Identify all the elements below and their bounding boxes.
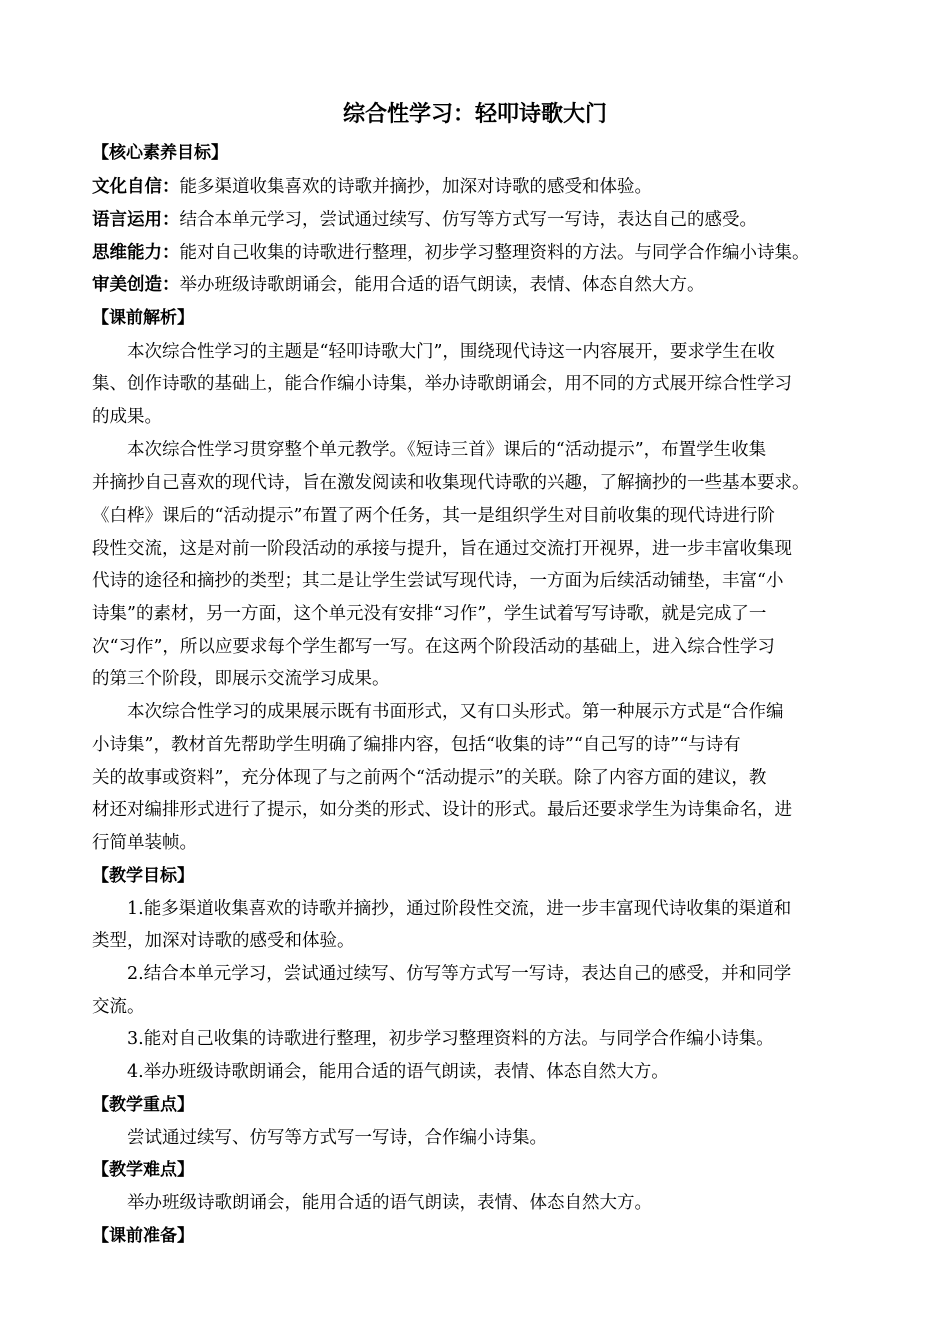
- core-goal-label: 思维能力：: [92, 243, 180, 263]
- analysis-p2-line: 段性交流，这是对前一阶段活动的承接与提升，旨在通过交流打开视界，进一步丰富收集现: [92, 539, 792, 559]
- analysis-p3-line: 关的故事或资料”，充分体现了与之前两个“活动提示”的关联。除了内容方面的建议，教: [92, 768, 767, 788]
- core-goal-culture: [92, 175, 872, 199]
- analysis-p2-line: 本次综合性学习贯穿整个单元教学。《短诗三首》课后的“活动提示”，布置学生收集: [127, 440, 767, 460]
- teaching-goal-line: 2.结合本单元学习，尝试通过续写、仿写等方式写一写诗，表达自己的感受，并和同学: [127, 964, 792, 984]
- analysis-p2-line: 诗集”的素材，另一方面，这个单元没有安排“习作”，学生试着写写诗歌，就是完成了一: [92, 604, 767, 624]
- heading-analysis: 【课前解析】: [92, 308, 194, 328]
- teaching-goal-line: 1.能多渠道收集喜欢的诗歌并摘抄，通过阶段性交流，进一步丰富现代诗收集的渠道和: [127, 899, 792, 919]
- heading-teaching-goals: 【教学目标】: [92, 866, 194, 886]
- analysis-p3-line: 行简单装帧。: [92, 833, 197, 853]
- document-title: 综合性学习：轻叩诗歌大门: [342, 102, 607, 127]
- analysis-p1-line: 的成果。: [92, 407, 162, 427]
- analysis-p3-line: 小诗集”，教材首先帮助学生明确了编排内容，包括“收集的诗”“自己写的诗”“与诗有: [92, 735, 741, 755]
- analysis-p2-line: 的第三个阶段，即展示交流学习成果。: [92, 669, 390, 689]
- analysis-p2-line: 次“习作”，所以应要求每个学生都写一写。在这两个阶段活动的基础上，进入综合性学习: [92, 637, 775, 657]
- core-goal-thinking: [92, 241, 872, 265]
- teaching-goal-line: 4.举办班级诗歌朗诵会，能用合适的语气朗读，表情、体态自然大方。: [127, 1062, 669, 1082]
- core-goal-label: 审美创造：: [92, 275, 180, 295]
- analysis-p2-line: 并摘抄自己喜欢的现代诗，旨在激发阅读和收集现代诗歌的兴趣，了解摘抄的一些基本要求。: [92, 473, 810, 493]
- analysis-p3-line: 材还对编排形式进行了提示，如分类的形式、设计的形式。最后还要求学生为诗集命名，进: [92, 800, 792, 820]
- core-goal-text: 举办班级诗歌朗诵会，能用合适的语气朗读，表情、体态自然大方。: [179, 275, 705, 295]
- core-goal-language: [92, 208, 872, 232]
- analysis-p1-line: 本次综合性学习的主题是“轻叩诗歌大门”，围绕现代诗这一内容展开，要求学生在收: [127, 342, 775, 362]
- core-goal-text: 能多渠道收集喜欢的诗歌并摘抄，加深对诗歌的感受和体验。: [179, 177, 652, 197]
- heading-difficulties: 【教学难点】: [92, 1160, 194, 1180]
- key-points-text: 尝试通过续写、仿写等方式写一写诗，合作编小诗集。: [127, 1128, 547, 1148]
- heading-preparation: 【课前准备】: [92, 1226, 194, 1246]
- core-goal-aesthetic: [92, 273, 872, 297]
- heading-core-goals: 【核心素养目标】: [92, 143, 228, 163]
- core-goal-label: 文化自信：: [92, 177, 180, 197]
- analysis-p3-line: 本次综合性学习的成果展示既有书面形式，又有口头形式。第一种展示方式是“合作编: [127, 702, 784, 722]
- analysis-p2-line: 《白桦》课后的“活动提示”布置了两个任务，其一是组织学生对目前收集的现代诗进行阶: [92, 506, 775, 526]
- core-goal-text: 能对自己收集的诗歌进行整理，初步学习整理资料的方法。与同学合作编小诗集。: [179, 243, 810, 263]
- difficulties-text: 举办班级诗歌朗诵会，能用合适的语气朗读，表情、体态自然大方。: [127, 1193, 652, 1213]
- analysis-p1-line: 集、创作诗歌的基础上，能合作编小诗集，举办诗歌朗诵会，用不同的方式展开综合性学习: [92, 374, 792, 394]
- heading-key-points: 【教学重点】: [92, 1095, 194, 1115]
- teaching-goal-line: 3.能对自己收集的诗歌进行整理，初步学习整理资料的方法。与同学合作编小诗集。: [127, 1029, 774, 1049]
- core-goal-text: 结合本单元学习，尝试通过续写、仿写等方式写一写诗，表达自己的感受。: [179, 210, 757, 230]
- analysis-p2-line: 代诗的途径和摘抄的类型；其二是让学生尝试写现代诗，一方面为后续活动铺垫，丰富“小: [92, 571, 784, 591]
- teaching-goal-line: 交流。: [92, 997, 145, 1017]
- teaching-goal-line: 类型，加深对诗歌的感受和体验。: [92, 931, 355, 951]
- core-goal-label: 语言运用：: [92, 210, 180, 230]
